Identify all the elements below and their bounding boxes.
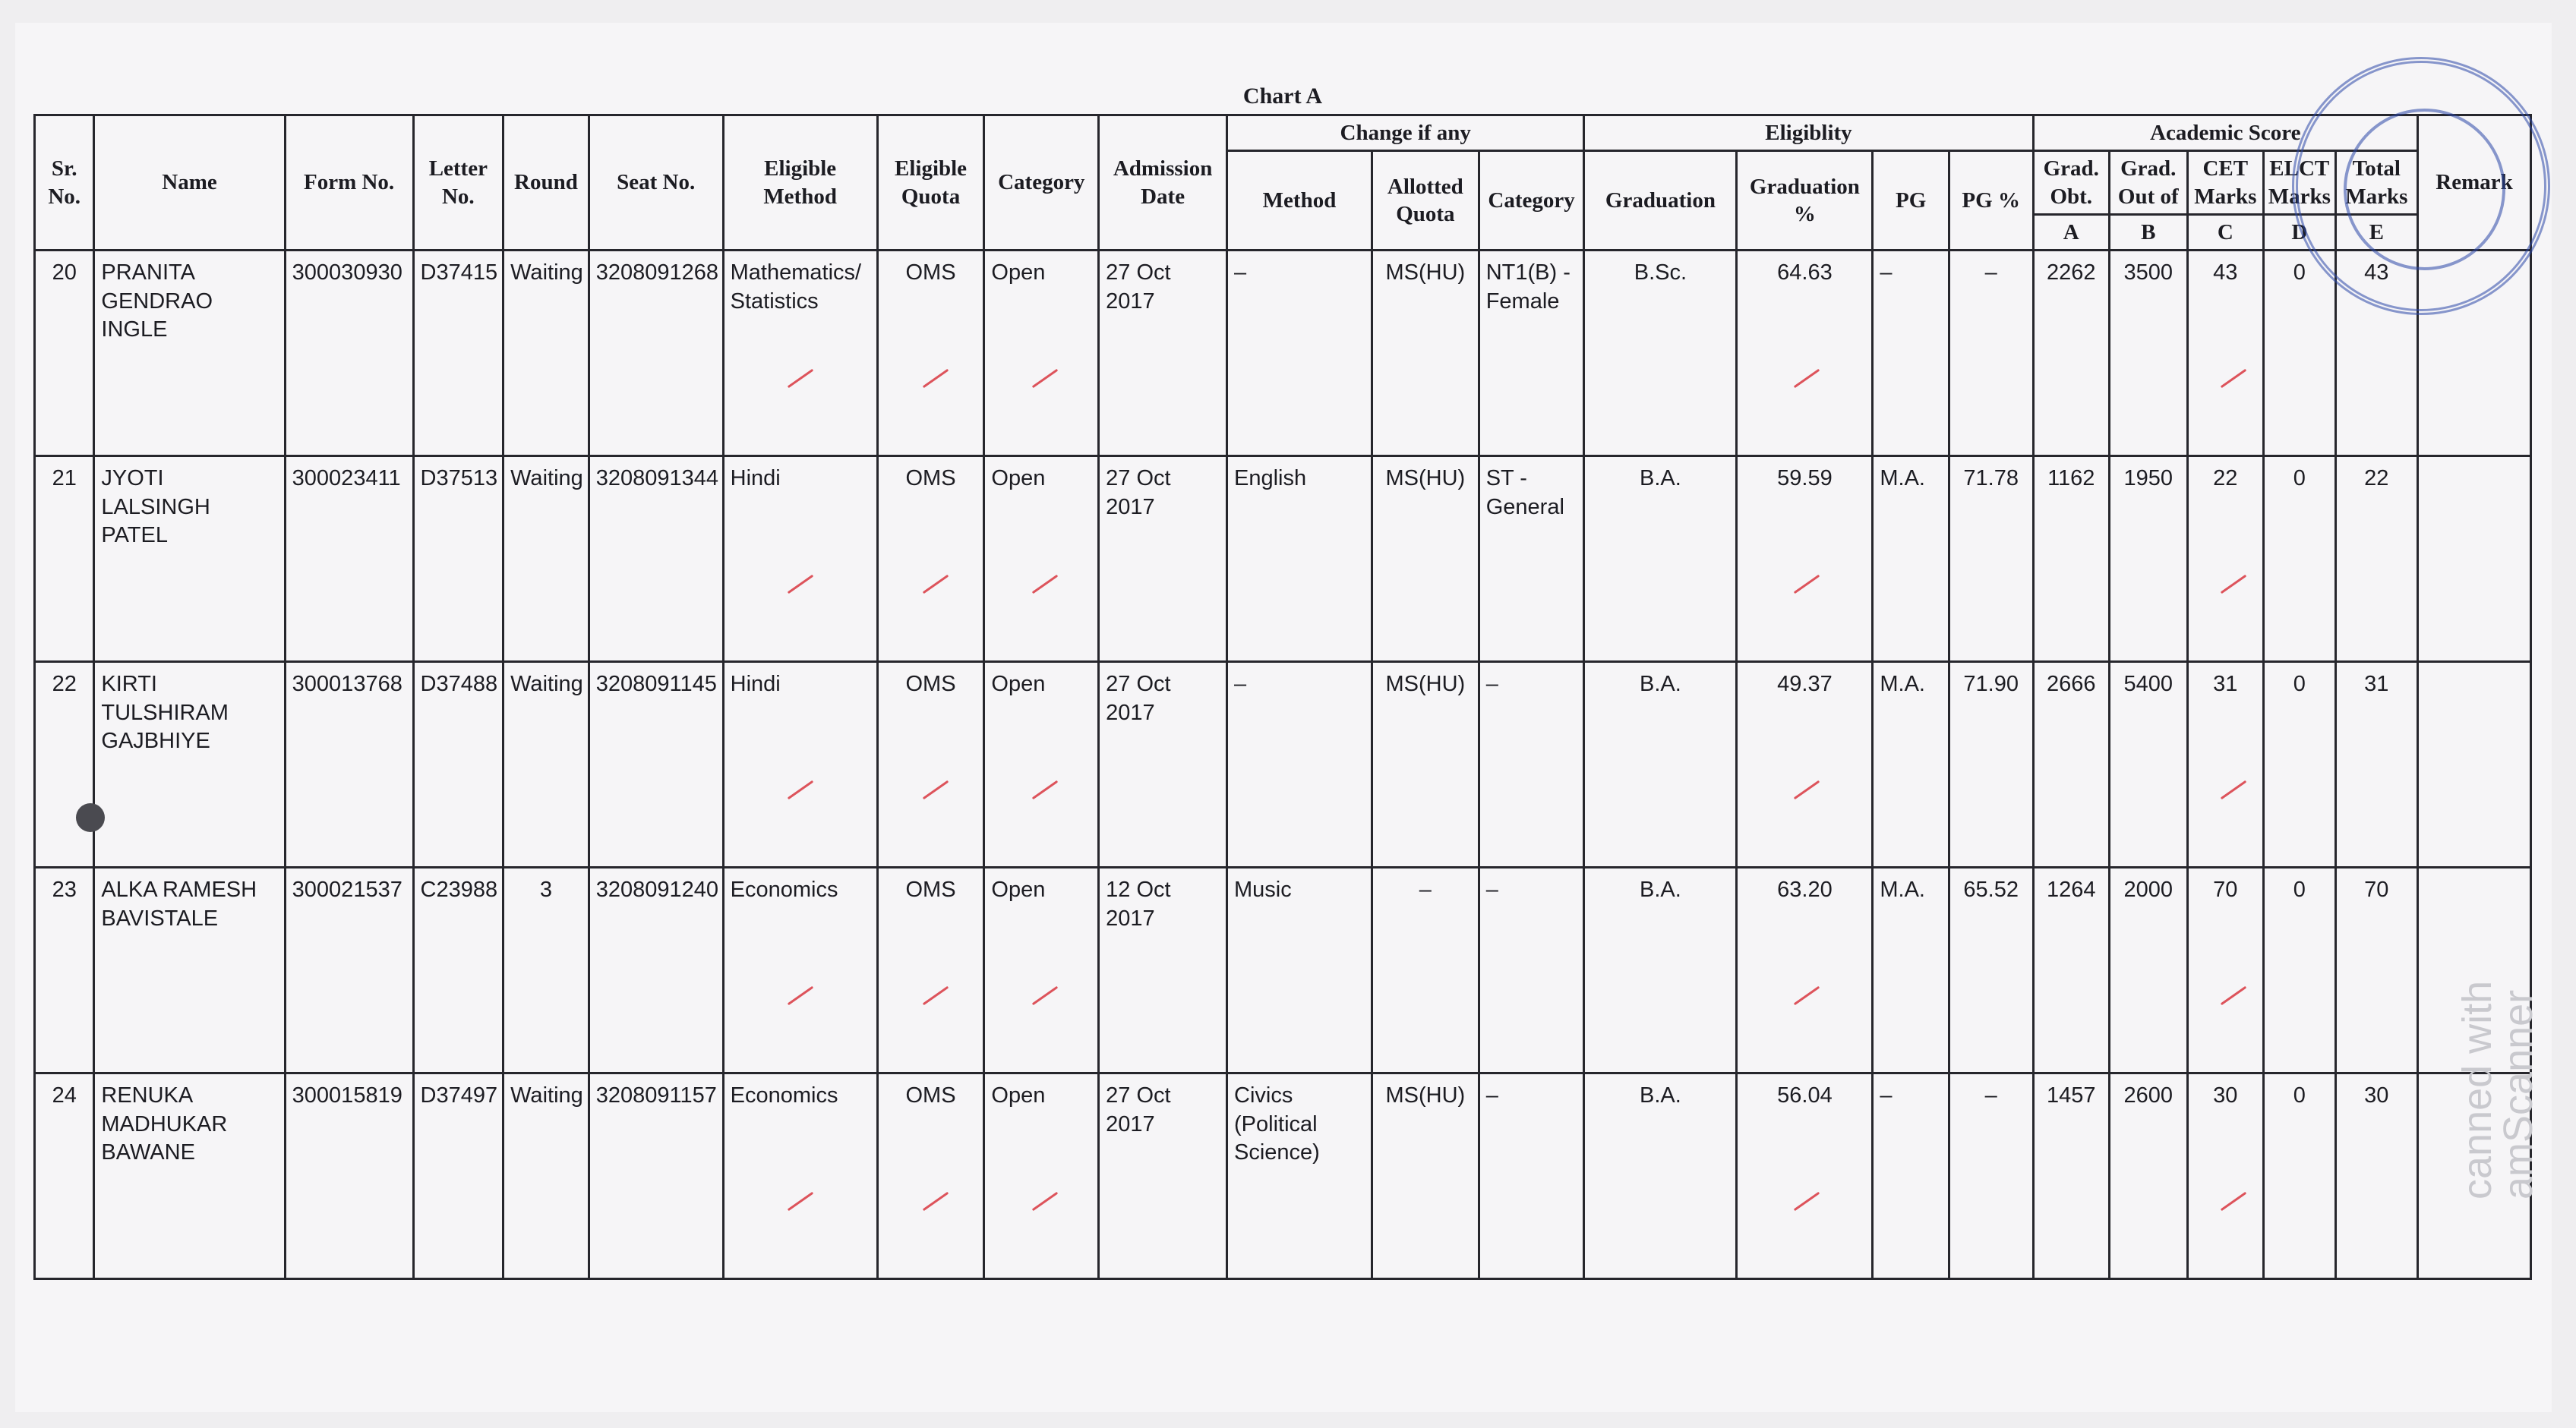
cell-sr xyxy=(35,868,94,1073)
cell-category xyxy=(984,456,1099,662)
cell-sr xyxy=(35,456,94,662)
red-tick-mark xyxy=(787,780,813,799)
red-tick-mark xyxy=(787,369,813,388)
header-letter-b: B xyxy=(2110,214,2188,250)
cell-method xyxy=(723,251,877,456)
red-tick-mark xyxy=(1032,575,1058,594)
cell-pg xyxy=(1873,251,1949,456)
header-total: Total Marks xyxy=(2335,151,2418,215)
table-row xyxy=(35,868,2531,1073)
cell-letter xyxy=(413,456,504,662)
cell-text: Waiting xyxy=(510,466,583,490)
cell-text: 23 xyxy=(52,878,77,902)
cell-text: 21 xyxy=(52,466,77,490)
header-letter-c: C xyxy=(2187,214,2264,250)
cell-text: 30 xyxy=(2213,1083,2238,1108)
cell-text: 22 xyxy=(52,672,77,696)
cell-text: 24 xyxy=(52,1083,77,1108)
cell-form xyxy=(285,1073,413,1279)
cell-grad-pct xyxy=(1737,868,1873,1073)
cell-text: 3208091344 xyxy=(595,466,719,490)
header-graduation: Graduation xyxy=(1584,151,1737,251)
cell-method xyxy=(723,868,877,1073)
red-tick-mark xyxy=(787,986,813,1005)
cell-pg-pct xyxy=(1949,662,2033,868)
cell-text: – xyxy=(1984,1083,1997,1108)
cell-category xyxy=(984,662,1099,868)
header-change-quota: Allotted Quota xyxy=(1372,151,1479,251)
cell-text: 27 Oct 2017 xyxy=(1106,672,1171,725)
cell-pg-pct xyxy=(1949,456,2033,662)
red-tick-mark xyxy=(1794,986,1820,1005)
cell-text: Open xyxy=(991,466,1046,490)
cell-text: 70 xyxy=(2364,878,2389,902)
cell-e xyxy=(2335,456,2418,662)
cell-c xyxy=(2187,662,2264,868)
cell-letter xyxy=(413,662,504,868)
cell-b xyxy=(2110,456,2188,662)
cell-text: PRANITA GENDRAO INGLE xyxy=(101,260,213,342)
cell-c-category xyxy=(1479,456,1584,662)
cell-round xyxy=(504,456,589,662)
cell-text: Economics xyxy=(730,878,838,902)
cell-text: D37488 xyxy=(420,672,498,696)
cell-c-quota xyxy=(1372,662,1479,868)
cell-text: OMS xyxy=(905,1083,956,1108)
cell-a xyxy=(2033,251,2110,456)
cell-text: B.A. xyxy=(1640,466,1681,490)
red-tick-mark xyxy=(2220,780,2246,799)
cell-text: 300015819 xyxy=(292,1083,402,1108)
cell-text: Waiting xyxy=(510,260,583,285)
red-tick-mark xyxy=(923,369,949,388)
cell-text: 2000 xyxy=(2123,878,2174,902)
cell-a xyxy=(2033,868,2110,1073)
cell-pg xyxy=(1873,868,1949,1073)
cell-text: C23988 xyxy=(420,878,498,902)
cell-text: M.A. xyxy=(1880,466,1925,490)
red-tick-mark xyxy=(787,1192,813,1211)
header-form-no: Form No. xyxy=(285,115,413,251)
watermark-line-1: canned with xyxy=(2454,980,2500,1199)
cell-sr xyxy=(35,662,94,868)
cell-text: Mathematics/ Statistics xyxy=(730,260,862,314)
cell-e xyxy=(2335,662,2418,868)
cell-text: Open xyxy=(991,878,1046,902)
cell-d xyxy=(2264,251,2335,456)
cell-form xyxy=(285,251,413,456)
cell-b xyxy=(2110,662,2188,868)
cell-round xyxy=(504,662,589,868)
cell-text: 300030930 xyxy=(292,260,402,285)
cell-c xyxy=(2187,251,2264,456)
cell-d xyxy=(2264,868,2335,1073)
cell-text: – xyxy=(1234,260,1247,285)
cell-c xyxy=(2187,456,2264,662)
cell-form xyxy=(285,662,413,868)
cell-text: Hindi xyxy=(730,672,781,696)
header-admission-date: Admission Date xyxy=(1099,115,1227,251)
cell-round xyxy=(504,1073,589,1279)
red-tick-mark xyxy=(2220,575,2246,594)
cell-category xyxy=(984,868,1099,1073)
red-tick-mark xyxy=(923,575,949,594)
cell-text: Economics xyxy=(730,1083,838,1108)
cell-letter xyxy=(413,1073,504,1279)
header-letter-no: Letter No. xyxy=(413,115,504,251)
cell-text: D37497 xyxy=(420,1083,498,1108)
cell-method xyxy=(723,662,877,868)
cell-pg xyxy=(1873,456,1949,662)
cell-b xyxy=(2110,868,2188,1073)
table-row xyxy=(35,1073,2531,1279)
cell-text: 27 Oct 2017 xyxy=(1106,466,1171,519)
cell-seat xyxy=(589,868,723,1073)
cell-text: KIRTI TULSHIRAM GAJBHIYE xyxy=(101,672,229,754)
cell-seat xyxy=(589,662,723,868)
cell-text: 64.63 xyxy=(1777,260,1833,285)
cell-text: 65.52 xyxy=(1963,878,2019,902)
cell-c-quota xyxy=(1372,868,1479,1073)
cell-seat xyxy=(589,456,723,662)
cell-e xyxy=(2335,1073,2418,1279)
cell-text: 27 Oct 2017 xyxy=(1106,1083,1171,1136)
cell-remark xyxy=(2418,456,2531,662)
cell-text: Civics (Political Science) xyxy=(1234,1083,1320,1165)
red-tick-mark xyxy=(787,575,813,594)
header-round: Round xyxy=(504,115,589,251)
document-sheet xyxy=(33,68,2532,1321)
cell-text: – xyxy=(1419,878,1432,902)
cell-text: 0 xyxy=(2293,466,2306,490)
cell-text: – xyxy=(1984,260,1997,285)
cell-text: 0 xyxy=(2293,878,2306,902)
cell-pg-pct xyxy=(1949,251,2033,456)
cell-pg xyxy=(1873,1073,1949,1279)
cell-method xyxy=(723,1073,877,1279)
cell-grad xyxy=(1584,662,1737,868)
cell-c-quota xyxy=(1372,456,1479,662)
cell-quota xyxy=(877,1073,984,1279)
cell-seat xyxy=(589,1073,723,1279)
red-tick-mark xyxy=(923,780,949,799)
cell-text: 1457 xyxy=(2047,1083,2096,1108)
cell-text: OMS xyxy=(905,672,956,696)
cell-text: B.A. xyxy=(1640,878,1681,902)
cell-text: 30 xyxy=(2364,1083,2389,1108)
cell-c-category xyxy=(1479,251,1584,456)
header-grad-obt: Grad. Obt. xyxy=(2033,151,2110,215)
cell-text: NT1(B) - Female xyxy=(1485,260,1571,314)
cell-text: 300013768 xyxy=(292,672,402,696)
cell-text: 1264 xyxy=(2047,878,2096,902)
cell-text: Music xyxy=(1234,878,1292,902)
cell-a xyxy=(2033,662,2110,868)
red-tick-mark xyxy=(1032,780,1058,799)
cell-text: 3208091145 xyxy=(595,672,717,696)
header-cet: CET Marks xyxy=(2187,151,2264,215)
cell-text: ST - General xyxy=(1485,466,1564,519)
header-remark: Remark xyxy=(2418,115,2531,251)
cell-quota xyxy=(877,251,984,456)
cell-grad-pct xyxy=(1737,1073,1873,1279)
cell-text: OMS xyxy=(905,466,956,490)
cell-grad xyxy=(1584,251,1737,456)
cell-text: 31 xyxy=(2213,672,2238,696)
cell-text: D37415 xyxy=(420,260,498,285)
header-eligibility-group: Eligiblity xyxy=(1584,115,2033,151)
cell-text: – xyxy=(1234,672,1247,696)
header-change-group: Change if any xyxy=(1227,115,1584,151)
cell-text: 63.20 xyxy=(1777,878,1833,902)
cell-text: 3208091268 xyxy=(595,260,719,285)
cell-text: 27 Oct 2017 xyxy=(1106,260,1171,314)
header-letter-d: D xyxy=(2264,214,2335,250)
cell-text: 31 xyxy=(2364,672,2389,696)
cell-text: JYOTI LALSINGH PATEL xyxy=(101,466,210,548)
cell-text: Open xyxy=(991,1083,1046,1108)
header-seat-no: Seat No. xyxy=(589,115,723,251)
cell-text: 49.37 xyxy=(1777,672,1833,696)
table-row xyxy=(35,251,2531,456)
cell-date xyxy=(1099,868,1227,1073)
cell-text: 3500 xyxy=(2123,260,2174,285)
cell-text: 22 xyxy=(2364,466,2389,490)
cell-text: Waiting xyxy=(510,672,583,696)
cell-c-method xyxy=(1227,251,1372,456)
cell-text: 0 xyxy=(2293,672,2306,696)
cell-text: M.A. xyxy=(1880,878,1925,902)
cell-c-quota xyxy=(1372,251,1479,456)
cell-text: 3208091240 xyxy=(595,878,719,902)
cell-text: 1950 xyxy=(2123,466,2174,490)
header-pg-pct: PG % xyxy=(1949,151,2033,251)
cell-round xyxy=(504,868,589,1073)
cell-c-method xyxy=(1227,868,1372,1073)
red-tick-mark xyxy=(1794,369,1820,388)
cell-date xyxy=(1099,456,1227,662)
cell-text: 2666 xyxy=(2047,672,2096,696)
cell-quota xyxy=(877,868,984,1073)
header-name: Name xyxy=(94,115,285,251)
cell-text: Waiting xyxy=(510,1083,583,1108)
cell-text: OMS xyxy=(905,260,956,285)
header-change-method: Method xyxy=(1227,151,1372,251)
cell-text: RENUKA MADHUKAR BAWANE xyxy=(101,1083,228,1165)
cell-date xyxy=(1099,251,1227,456)
cell-name xyxy=(94,868,285,1073)
chart-title: Chart A xyxy=(1242,84,1323,109)
cell-pg xyxy=(1873,662,1949,868)
cell-grad xyxy=(1584,1073,1737,1279)
cell-text: 43 xyxy=(2213,260,2238,285)
red-tick-mark xyxy=(923,986,949,1005)
cell-letter xyxy=(413,251,504,456)
cell-text: Open xyxy=(991,672,1046,696)
cell-text: – xyxy=(1485,1083,1498,1108)
table-row xyxy=(35,456,2531,662)
cell-date xyxy=(1099,662,1227,868)
cell-a xyxy=(2033,456,2110,662)
cell-sr xyxy=(35,1073,94,1279)
cell-text: MS(HU) xyxy=(1385,466,1466,490)
cell-category xyxy=(984,1073,1099,1279)
cell-form xyxy=(285,456,413,662)
cell-b xyxy=(2110,251,2188,456)
cell-pg-pct xyxy=(1949,1073,2033,1279)
cell-text: – xyxy=(1880,1083,1893,1108)
cell-a xyxy=(2033,1073,2110,1279)
red-tick-mark xyxy=(1794,1192,1820,1211)
header-graduation-pct: Graduation % xyxy=(1737,151,1873,251)
cell-date xyxy=(1099,1073,1227,1279)
cell-c xyxy=(2187,868,2264,1073)
cell-text: 12 Oct 2017 xyxy=(1106,878,1171,931)
cell-c-method xyxy=(1227,662,1372,868)
cell-round xyxy=(504,251,589,456)
cell-grad xyxy=(1584,456,1737,662)
cell-c-category xyxy=(1479,1073,1584,1279)
cell-text: 43 xyxy=(2364,260,2389,285)
header-eligible-quota: Eligible Quota xyxy=(877,115,984,251)
cell-text: ALKA RAMESH BAVISTALE xyxy=(101,878,257,931)
cell-pg-pct xyxy=(1949,868,2033,1073)
cell-text: 3 xyxy=(539,878,552,902)
header-category: Category xyxy=(984,115,1099,251)
header-grad-out: Grad. Out of xyxy=(2110,151,2188,215)
cell-category xyxy=(984,251,1099,456)
cell-text: 2600 xyxy=(2123,1083,2174,1108)
cell-seat xyxy=(589,251,723,456)
cell-text: – xyxy=(1485,672,1498,696)
cell-remark xyxy=(2418,662,2531,868)
cell-grad-pct xyxy=(1737,456,1873,662)
cell-text: B.A. xyxy=(1640,672,1681,696)
cell-text: M.A. xyxy=(1880,672,1925,696)
cell-d xyxy=(2264,456,2335,662)
cell-text: B.Sc. xyxy=(1634,260,1687,285)
cell-name xyxy=(94,662,285,868)
cell-d xyxy=(2264,1073,2335,1279)
header-elct: ELCT Marks xyxy=(2264,151,2335,215)
red-tick-mark xyxy=(1032,986,1058,1005)
cell-grad-pct xyxy=(1737,662,1873,868)
cell-c xyxy=(2187,1073,2264,1279)
cell-quota xyxy=(877,662,984,868)
cell-text: 71.90 xyxy=(1963,672,2019,696)
cell-c-method xyxy=(1227,1073,1372,1279)
cell-name xyxy=(94,1073,285,1279)
header-eligible-method: Eligible Method xyxy=(723,115,877,251)
cell-name xyxy=(94,251,285,456)
cell-c-category xyxy=(1479,662,1584,868)
cell-method xyxy=(723,456,877,662)
header-letter-a: A xyxy=(2033,214,2110,250)
header-sr-no: Sr. No. xyxy=(35,115,94,251)
red-tick-mark xyxy=(1032,369,1058,388)
cell-text: 59.59 xyxy=(1777,466,1833,490)
cell-text: 300021537 xyxy=(292,878,402,902)
red-tick-mark xyxy=(2220,369,2246,388)
header-academic-group: Academic Score xyxy=(2033,115,2418,151)
watermark-line-2: amScanner xyxy=(2496,989,2541,1199)
red-tick-mark xyxy=(2220,1192,2246,1211)
red-tick-mark xyxy=(1794,575,1820,594)
red-tick-mark xyxy=(2220,986,2246,1005)
admission-table xyxy=(33,114,2532,1280)
red-tick-mark xyxy=(1794,780,1820,799)
header-letter-e: E xyxy=(2335,214,2418,250)
office-seal xyxy=(2292,57,2550,315)
cell-text: – xyxy=(1880,260,1893,285)
cell-name xyxy=(94,456,285,662)
cell-text: 20 xyxy=(52,260,77,285)
cell-c-quota xyxy=(1372,1073,1479,1279)
cell-text: 1162 xyxy=(2047,466,2095,490)
header-pg: PG xyxy=(1873,151,1949,251)
cell-text: MS(HU) xyxy=(1385,672,1466,696)
cell-text: 0 xyxy=(2293,1083,2306,1108)
cell-text: D37513 xyxy=(420,466,498,490)
cell-text: 5400 xyxy=(2123,672,2174,696)
cell-text: 22 xyxy=(2213,466,2238,490)
cell-text: MS(HU) xyxy=(1385,1083,1466,1108)
cell-e xyxy=(2335,868,2418,1073)
cell-text: 0 xyxy=(2293,260,2306,285)
punch-hole xyxy=(76,803,105,832)
cell-text: MS(HU) xyxy=(1385,260,1466,285)
cell-c-category xyxy=(1479,868,1584,1073)
cell-text: Hindi xyxy=(730,466,781,490)
cell-form xyxy=(285,868,413,1073)
red-tick-mark xyxy=(923,1192,949,1211)
cell-quota xyxy=(877,456,984,662)
cell-text: Open xyxy=(991,260,1046,285)
red-tick-mark xyxy=(1032,1192,1058,1211)
cell-text: 71.78 xyxy=(1963,466,2019,490)
cell-letter xyxy=(413,868,504,1073)
cell-text: 300023411 xyxy=(292,466,401,490)
cell-grad-pct xyxy=(1737,251,1873,456)
cell-text: B.A. xyxy=(1640,1083,1681,1108)
scanner-watermark xyxy=(2454,980,2541,1199)
cell-text: English xyxy=(1234,466,1307,490)
cell-text: 70 xyxy=(2213,878,2238,902)
cell-d xyxy=(2264,662,2335,868)
cell-text: OMS xyxy=(905,878,956,902)
cell-grad xyxy=(1584,868,1737,1073)
cell-c-method xyxy=(1227,456,1372,662)
cell-text: 56.04 xyxy=(1777,1083,1833,1108)
cell-text: 2262 xyxy=(2047,260,2096,285)
cell-sr xyxy=(35,251,94,456)
table-row xyxy=(35,662,2531,868)
header-change-category: Category xyxy=(1479,151,1584,251)
cell-text: 3208091157 xyxy=(595,1083,717,1108)
cell-b xyxy=(2110,1073,2188,1279)
cell-text: – xyxy=(1485,878,1498,902)
